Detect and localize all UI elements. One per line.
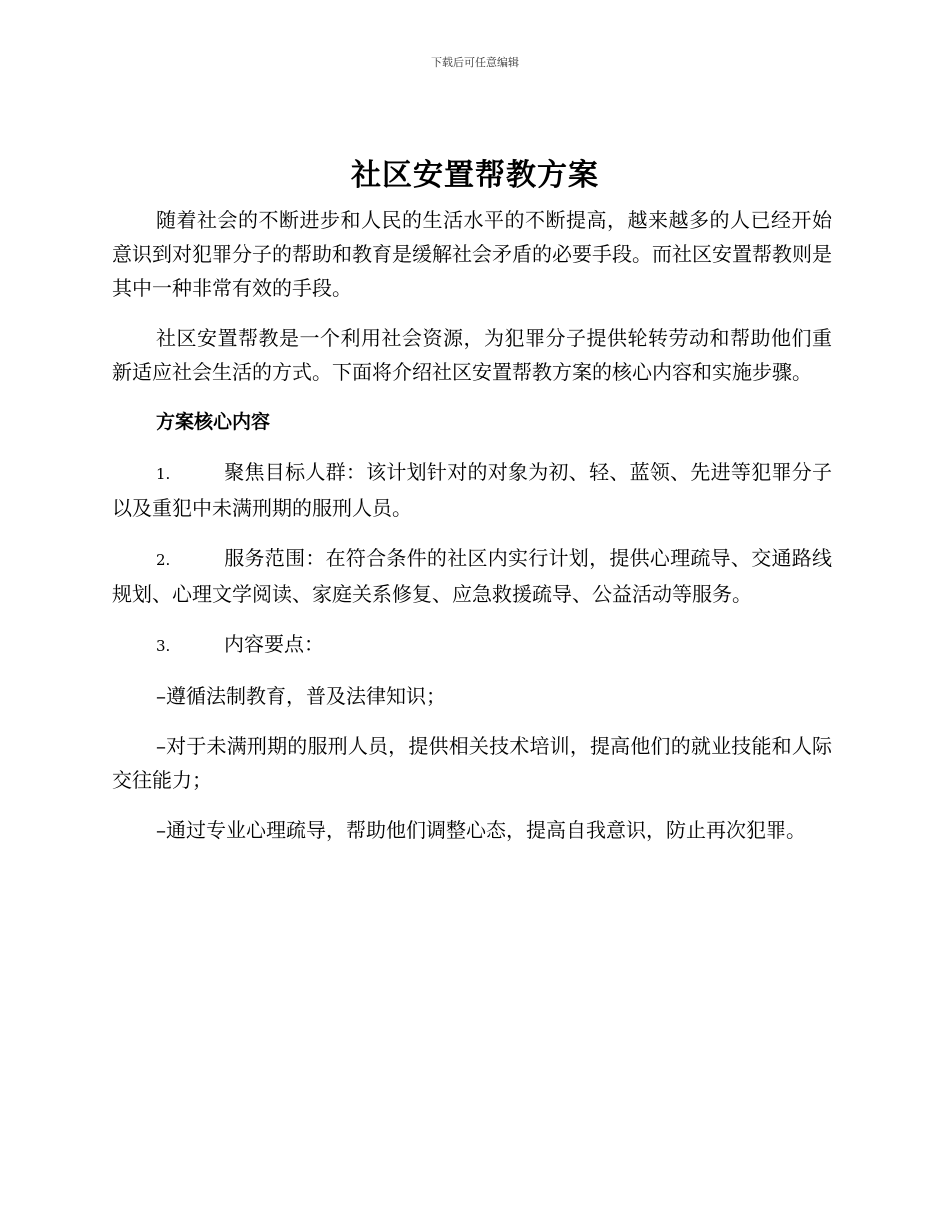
section-heading: 方案核心内容	[156, 411, 271, 433]
item-number: 2.	[156, 551, 171, 569]
bullet-item: –对于未满刑期的服刑人员，提供相关技术培训，提高他们的就业技能和人际交往能力；	[112, 734, 832, 792]
bullet-item: –通过专业心理疏导，帮助他们调整心态，提高自我意识，防止再次犯罪。	[156, 818, 806, 842]
document-body	[112, 203, 832, 863]
item-text: 内容要点：	[224, 632, 324, 656]
numbered-item	[112, 627, 832, 663]
intro-paragraph: 随着社会的不断进步和人民的生活水平的不断提高，越来越多的人已经开始意识到对犯罪分子的帮助和教育是缓解社会矛盾的必要手段。而社区安置帮教则是其中一种非常有效的手段。	[112, 208, 832, 300]
numbered-item	[112, 455, 832, 525]
intro-paragraph: 社区安置帮教是一个利用社会资源，为犯罪分子提供轮转劳动和帮助他们重新适应社会生活的方式。下面将介绍社区安置帮教方案的核心内容和实施步骤。	[112, 326, 832, 384]
item-text: 聚焦目标人群：该计划针对的对象为初、轻、蓝领、先进等犯罪分子以及重犯中未满刑期的服刑人员。	[112, 460, 832, 520]
header-note: 下载后可任意编辑	[431, 56, 519, 69]
document-title: 社区安置帮教方案	[351, 158, 599, 193]
item-text: 服务范围：在符合条件的社区内实行计划，提供心理疏导、交通路线规划、心理文学阅读、家庭关系修复、应急救援疏导、公益活动等服务。	[112, 546, 832, 606]
numbered-item	[112, 541, 832, 611]
item-number: 1.	[156, 465, 171, 483]
item-number: 3.	[156, 637, 171, 655]
bullet-item: –遵循法制教育，普及法律知识；	[156, 684, 446, 708]
